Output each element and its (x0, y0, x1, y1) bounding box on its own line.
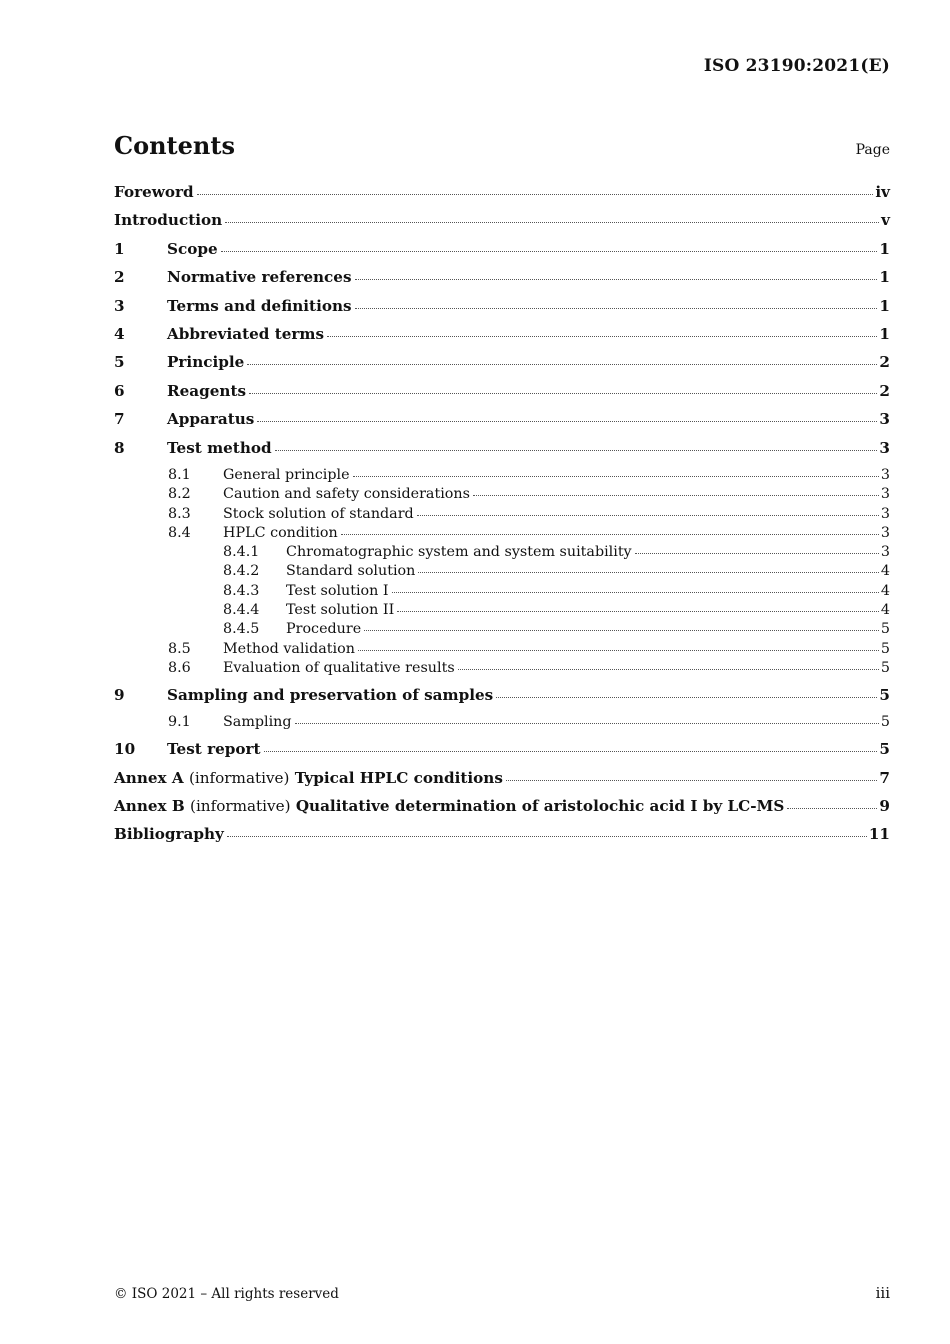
toc-entry[interactable] (114, 486, 890, 505)
dot-leader (257, 421, 877, 422)
toc-entry-number: 8.4.1 (223, 544, 260, 561)
toc-entry[interactable] (114, 525, 890, 544)
toc-entry-title (223, 714, 292, 730)
toc-entry-title (223, 660, 455, 676)
toc-entry-page: 4 (880, 582, 890, 599)
toc-entry-page: 1 (879, 296, 890, 315)
page-footer (114, 1284, 890, 1302)
toc-entry-title-text: Apparatus (167, 410, 255, 429)
dot-leader (417, 515, 879, 516)
toc-entry-title-text: Procedure (286, 621, 362, 638)
dot-leader (397, 611, 879, 612)
toc-entry-title (223, 467, 350, 483)
dot-leader (635, 553, 879, 554)
dot-leader (355, 308, 878, 309)
toc-entry-page: 2 (879, 381, 890, 400)
toc-entry-number: 8.5 (168, 640, 191, 657)
toc-entry-title-text: Scope (167, 239, 218, 258)
toc-entry[interactable] (114, 240, 890, 268)
page-column-label: Page (855, 142, 890, 158)
dot-leader (392, 592, 879, 593)
toc-entry[interactable] (114, 211, 890, 239)
annex-qualifier: (informative) (190, 797, 291, 816)
toc-entry-page: 1 (879, 268, 890, 287)
toc-entry-title-text: Chromatographic system and system suitability (286, 544, 632, 561)
toc-entry-title-text: Principle (167, 353, 245, 372)
toc-entry-page: 5 (879, 740, 890, 759)
dot-leader (264, 751, 878, 752)
copyright-notice: © ISO 2021 – All rights reserved (114, 1286, 339, 1302)
toc-entry-title (286, 583, 389, 599)
toc-entry-number: 5 (114, 353, 125, 372)
toc-entry-page: 3 (880, 524, 890, 541)
toc-entry-title-text: Annex B (114, 797, 185, 816)
toc-entry-title-text: Test solution II (286, 601, 395, 618)
toc-entry-title (114, 183, 194, 201)
dot-leader (787, 808, 877, 809)
toc-entry-number: 1 (114, 239, 125, 258)
toc-entry-title-text: Sampling (223, 714, 292, 731)
dot-leader (353, 476, 879, 477)
toc-entry[interactable] (114, 353, 890, 381)
toc-entry[interactable] (114, 297, 890, 325)
toc-entry-page: 5 (880, 621, 890, 638)
toc-entry-page: 9 (879, 797, 890, 816)
page-number: iii (875, 1284, 890, 1302)
toc-entry-title (223, 506, 414, 522)
toc-entry-title (167, 740, 261, 758)
toc-entry-page: 1 (879, 239, 890, 258)
dot-leader (249, 393, 877, 394)
toc-entry-number: 8.4.2 (223, 563, 260, 580)
dot-leader (364, 630, 879, 631)
dot-leader (295, 723, 879, 724)
toc-entry-title (286, 544, 632, 560)
toc-entry-number: 10 (114, 740, 136, 759)
toc-entry-title-text: Evaluation of qualitative results (223, 659, 455, 676)
toc-entry[interactable] (114, 544, 890, 563)
toc-entry-title (167, 325, 324, 343)
toc-entry-title-text: Bibliography (114, 825, 224, 844)
toc-entry-title (223, 486, 470, 502)
toc-entry-title-text: Foreword (114, 183, 194, 201)
toc-entry[interactable] (114, 686, 890, 714)
toc-entry-number: 2 (114, 268, 125, 287)
toc-entry[interactable] (114, 769, 890, 797)
dot-leader (327, 336, 877, 337)
toc-entry-title (223, 525, 338, 541)
toc-entry-page: 2 (879, 353, 890, 372)
toc-entry[interactable] (114, 825, 890, 853)
toc-entry[interactable] (114, 583, 890, 602)
toc-entry-title (167, 268, 352, 286)
toc-entry[interactable] (114, 660, 890, 686)
toc-entry-number: 8.4.3 (223, 582, 260, 599)
dot-leader (221, 251, 878, 252)
dot-leader (458, 669, 879, 670)
toc-entry-number: 8.3 (168, 505, 191, 522)
toc-entry[interactable] (114, 268, 890, 296)
dot-leader (496, 697, 877, 698)
toc-entry[interactable] (114, 602, 890, 621)
toc-entry-number: 8.4 (168, 524, 191, 541)
annex-title: Typical HPLC conditions (294, 768, 503, 787)
toc-entry[interactable] (114, 740, 890, 768)
toc-entry-title (167, 297, 352, 315)
toc-entry-page: 11 (868, 825, 890, 844)
toc-entry-number: 9 (114, 685, 125, 704)
toc-entry[interactable] (114, 410, 890, 438)
document-id: ISO 23190:2021(E) (703, 56, 890, 76)
toc-entry-title (167, 439, 272, 457)
toc-entry[interactable] (114, 641, 890, 660)
toc-entry-title-text: Normative references (167, 268, 352, 287)
toc-entry-title (114, 825, 224, 843)
toc-entry[interactable] (114, 325, 890, 353)
toc-entry-title-text: Reagents (167, 381, 247, 400)
toc-entry-page: 3 (880, 505, 890, 522)
toc-entry-page: 3 (880, 544, 890, 561)
toc-entry[interactable] (114, 439, 890, 467)
toc-entry[interactable] (114, 183, 890, 211)
toc-entry-title (167, 382, 246, 400)
table-of-contents (114, 183, 890, 854)
toc-entry-title-text: General principle (223, 466, 350, 483)
toc-entry-title (223, 641, 355, 657)
toc-entry-title (286, 563, 415, 579)
dot-leader (247, 364, 877, 365)
toc-entry-title (286, 621, 361, 637)
toc-entry-title-text: Sampling and preservation of samples (167, 685, 494, 704)
toc-entry-title-text: Test solution I (286, 582, 389, 599)
toc-entry-title (167, 353, 244, 371)
toc-entry[interactable] (114, 467, 890, 486)
toc-entry-page: 5 (880, 640, 890, 657)
dot-leader (197, 194, 874, 195)
toc-entry[interactable] (114, 563, 890, 582)
toc-entry-title-text: Annex A (114, 768, 184, 787)
toc-entry-number: 9.1 (168, 714, 191, 731)
toc-entry-page: 4 (880, 601, 890, 618)
toc-entry-number: 8.6 (168, 659, 191, 676)
toc-entry-page: 5 (879, 685, 890, 704)
toc-entry-page: 1 (879, 324, 890, 343)
toc-entry-number: 4 (114, 324, 125, 343)
toc-entry-title-text: Caution and safety considerations (223, 486, 470, 503)
toc-entry-title-text: Test report (167, 740, 261, 759)
toc-entry-page: 5 (880, 714, 890, 731)
toc-header (114, 131, 890, 160)
toc-entry[interactable] (114, 506, 890, 525)
annex-title: Qualitative determination of aristolochic acid I by LC-MS (295, 797, 785, 816)
toc-entry-title-text: Abbreviated terms (167, 324, 325, 343)
toc-entry-number: 6 (114, 381, 125, 400)
toc-entry[interactable] (114, 621, 890, 640)
toc-entry-title (167, 410, 254, 428)
toc-entry-title-text: Method validation (223, 640, 355, 657)
toc-entry-title-text: Terms and definitions (167, 296, 352, 315)
toc-entry-page: 5 (880, 659, 890, 676)
toc-entry-page: 4 (880, 563, 890, 580)
contents-title: Contents (114, 131, 235, 160)
toc-entry-page: 3 (879, 410, 890, 429)
dot-leader (227, 836, 867, 837)
toc-entry-title (286, 602, 394, 618)
toc-entry-number: 8.1 (168, 466, 191, 483)
toc-entry-page: 3 (880, 466, 890, 483)
toc-entry-title (167, 240, 218, 258)
toc-entry-number: 8.2 (168, 486, 191, 503)
toc-entry-title (114, 211, 222, 229)
dot-leader (358, 650, 879, 651)
toc-entry-title (167, 686, 493, 704)
toc-entry-title (114, 797, 784, 815)
dot-leader (418, 572, 879, 573)
toc-entry-title-text: HPLC condition (223, 524, 338, 541)
toc-entry[interactable] (114, 714, 890, 740)
dot-leader (341, 534, 879, 535)
toc-entry-page: 7 (879, 768, 890, 787)
dot-leader (355, 279, 878, 280)
toc-entry[interactable] (114, 382, 890, 410)
toc-entry-number: 7 (114, 410, 125, 429)
toc-entry-title-text: Test method (167, 438, 272, 457)
toc-entry-title-text: Introduction (114, 211, 223, 230)
dot-leader (225, 222, 879, 223)
toc-entry-page: iv (875, 183, 890, 201)
toc-entry-title-text: Stock solution of standard (223, 505, 414, 522)
toc-entry-title (114, 769, 503, 787)
dot-leader (506, 780, 878, 781)
toc-entry-number: 3 (114, 296, 125, 315)
dot-leader (275, 450, 878, 451)
toc-entry-number: 8.4.4 (223, 601, 260, 618)
toc-entry-page: v (881, 211, 890, 230)
toc-entry-number: 8 (114, 438, 125, 457)
toc-entry[interactable] (114, 797, 890, 825)
annex-qualifier: (informative) (188, 768, 290, 787)
dot-leader (473, 495, 879, 496)
toc-entry-page: 3 (880, 486, 890, 503)
toc-entry-page: 3 (879, 438, 890, 457)
toc-entry-title-text: Standard solution (286, 563, 416, 580)
toc-entry-number: 8.4.5 (223, 621, 260, 638)
